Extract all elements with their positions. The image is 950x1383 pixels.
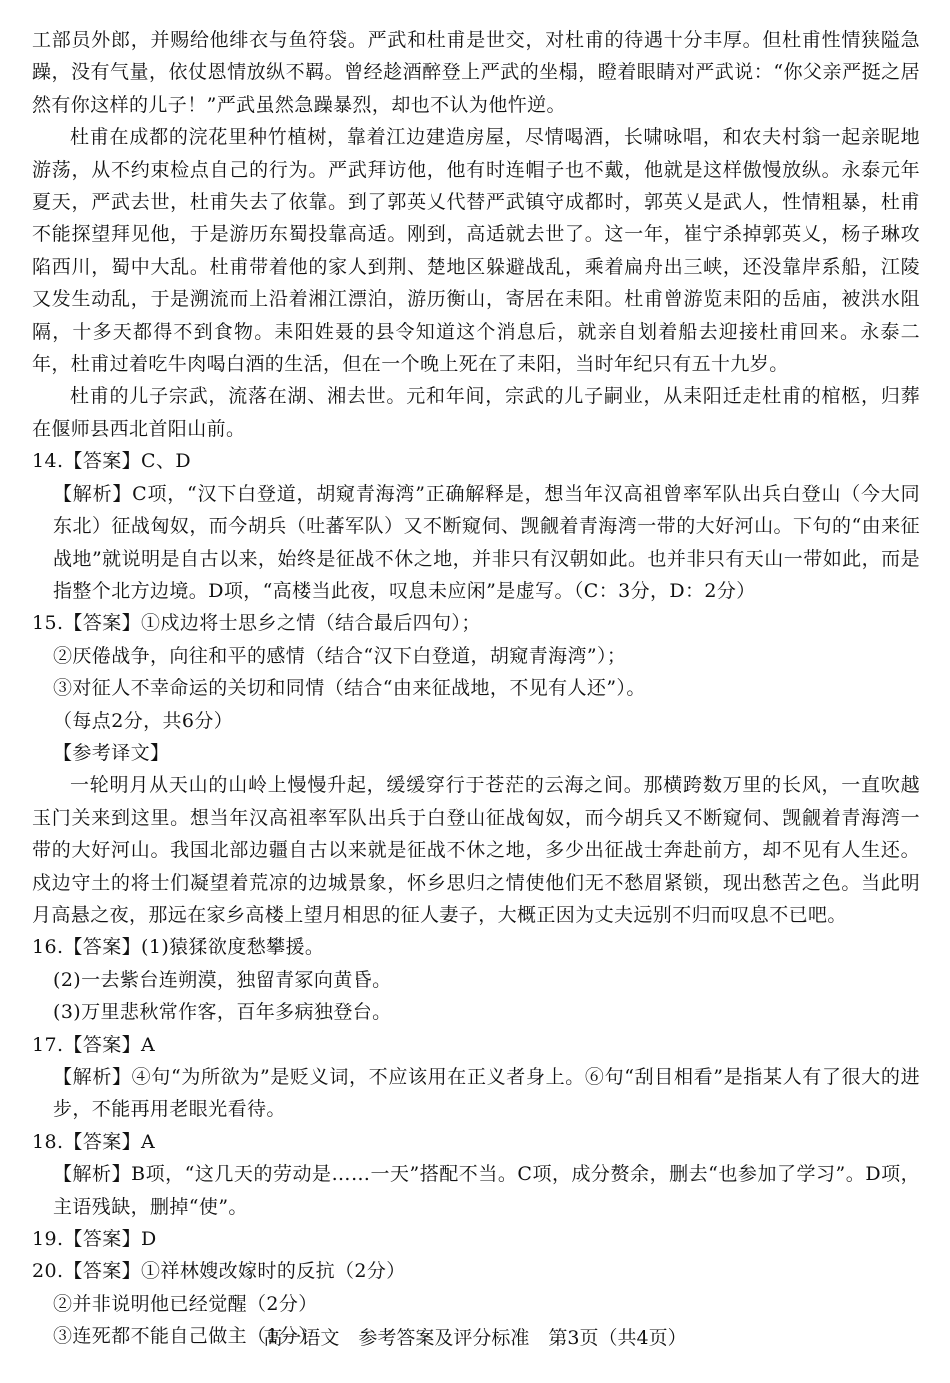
q18-answer: 18.【答案】A (32, 1130, 156, 1153)
q15-reference-title: 【参考译文】 (53, 741, 170, 764)
translation-paragraph-2: 杜甫在成都的浣花里种竹植树，靠着江边建造房屋，尽情喝酒，长啸咏唱，和农夫村翁一起亲昵地游荡，从不约束检点自己的行为。严武拜访他，他有时连帽子也不戴，他就是这样傲慢放纵。永泰元年夏天，严武去世，杜甫失去了依靠。到了郭英乂代替严武镇守成都时，郭英乂是武人，性情粗暴，杜甫不能探望拜见他，于是游历东蜀投靠高适。刚到，高适就去世了。这一年，崔宁杀掉郭英乂，杨子琳攻陷西川，蜀中大乱。杜甫带着他的家人到荆、楚地区躲避战乱，乘着扁舟出三峡，还没靠岸系船，江陵又发生动乱，于是溯流而上沿着湘江漂泊，游历衡山，寄居在耒阳。杜甫曾游览耒阳的岳庙，被洪水阻隔，十多天都得不到食物。耒阳姓聂的县令知道这个消息后，就亲自划着船去迎接杜甫回来。永泰二年，杜甫过着吃牛肉喝白酒的生活，但在一个晚上死在了耒阳，当时年纪只有五十九岁。 (32, 126, 920, 376)
q15-answer: 15.【答案】①戍边将士思乡之情（结合最后四句）； (32, 612, 481, 635)
translation-paragraph-3: 杜甫的儿子宗武，流落在湖、湘去世。元和年间，宗武的儿子嗣业，从耒阳迁走杜甫的棺柩，归葬在偃师县西北首阳山前。 (32, 385, 920, 440)
q17-analysis: 【解析】④句“为所欲为”是贬义词，不应该用在正义者身上。⑥句“刮目相看”是指某人有了很大的进步，不能再用老眼光看待。 (53, 1066, 920, 1121)
q19-answer: 19.【答案】D (32, 1228, 157, 1251)
translation-paragraph-1: 工部员外郎，并赐给他绯衣与鱼符袋。严武和杜甫是世交，对杜甫的待遇十分丰厚。但杜甫性情狭隘急躁，没有气量，依仗恩情放纵不羁。曾经趁酒醉登上严武的坐榻，瞪着眼睛对严武说：“你父亲严挺之居然有你这样的儿子！”严武虽然急躁暴烈，却也不认为他忤逆。 (32, 29, 920, 116)
page-footer: 高一语文 参考答案及评分标准 第3页（共4页） (263, 1327, 687, 1349)
q15-reference-translation: 一轮明月从天山的山岭上慢慢升起，缓缓穿行于苍茫的云海之间。那横跨数万里的长风，一直吹越玉门关来到这里。想当年汉高祖率军队出兵于白登山征战匈奴，而今胡兵又不断窥伺、觊觎着青海湾一带的大好河山。我国北部边疆自古以来就是征战不休之地，多少出征战士奔赴前方，却不见有人生还。戍边守土的将士们凝望着荒凉的边城景象，怀乡思归之情使他们无不愁眉紧锁，现出愁苦之色。当此明月高悬之夜，那远在家乡高楼上望月相思的征人妻子，大概正因为丈夫远别不归而叹息不已吧。 (32, 774, 920, 926)
q15-point-3: ③对征人不幸命运的关切和同情（结合“由来征战地，不见有人还”）。 (53, 677, 646, 700)
q16-line-3: (3)万里悲秋常作客，百年多病独登台。 (53, 1001, 392, 1024)
q18-analysis: 【解析】B项，“这几天的劳动是……一天”搭配不当。C项，成分赘余，删去“也参加了学习”。D项，主语残缺，删掉“使”。 (53, 1163, 920, 1218)
q16-line-2: (2)一去紫台连朔漠，独留青冢向黄昏。 (53, 968, 392, 991)
q14-answer: 14.【答案】C、D (32, 450, 191, 473)
q15-point-2: ②厌倦战争，向往和平的感情（结合“汉下白登道，胡窥青海湾”）； (53, 644, 627, 667)
q17-answer: 17.【答案】A (32, 1033, 156, 1056)
q15-scoring-note: （每点2分，共6分） (53, 709, 234, 732)
q20-line-3: ③连死都不能自己做主（1分） (53, 1325, 318, 1348)
q20-line-2: ②并非说明他已经觉醒（2分） (53, 1292, 318, 1315)
q20-answer: 20.【答案】①祥林嫂改嫁时的反抗（2分） (32, 1260, 406, 1283)
q16-answer: 16.【答案】(1)猿猱欲度愁攀援。 (32, 936, 325, 959)
q14-analysis: 【解析】C项，“汉下白登道，胡窥青海湾”正确解释是，想当年汉高祖曾率军队出兵白登山（今大同东北）征战匈奴，而今胡兵（吐蕃军队）又不断窥伺、觊觎着青海湾一带的大好河山。下句的“由来征战地”就说明是自古以来，始终是征战不休之地，并非只有汉朝如此。也并非只有天山一带如此，而是指整个北方边境。D项，“高楼当此夜，叹息未应闲”是虚写。（C：3分，D：2分） (53, 482, 920, 602)
